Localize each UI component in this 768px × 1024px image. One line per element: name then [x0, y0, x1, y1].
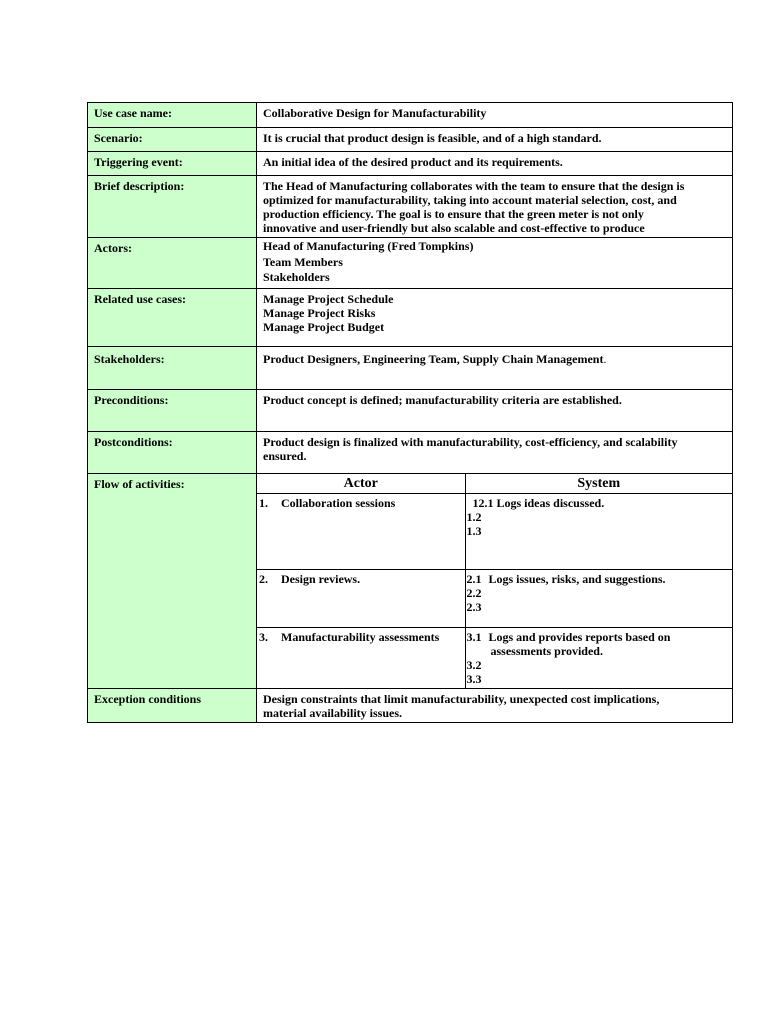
system-step: [467, 672, 731, 686]
system-step-number: 2.3: [466, 599, 482, 614]
actor-step-text: Collaboration sessions: [281, 495, 396, 510]
use-case-table: [87, 102, 733, 723]
flow-header-system: System: [465, 474, 732, 494]
label-flow-of-activities: Flow of activities:: [88, 473, 257, 688]
label-preconditions: Preconditions:: [88, 389, 257, 431]
row-scenario: [88, 128, 733, 152]
flow-table: [257, 474, 732, 688]
system-step-text: Logs issues, risks, and suggestions.: [488, 571, 666, 586]
actor-step-number: 3.: [259, 629, 268, 644]
actor-item: Head of Manufacturing (Fred Tompkins): [263, 239, 474, 253]
row-exception-conditions: [88, 688, 733, 722]
label-actors: Actors:: [88, 238, 257, 289]
value-actors: [257, 238, 733, 289]
flow-step-row: [257, 493, 732, 569]
flow-system-steps: [465, 493, 732, 569]
label-related-use-cases: Related use cases:: [88, 288, 257, 346]
brief-description-line: production efficiency. The goal is to ensure that the green meter is not only: [263, 207, 644, 221]
system-step: [467, 586, 731, 600]
value-brief-description: [257, 176, 733, 238]
actor-step-text: Manufacturability assessments: [281, 629, 440, 644]
row-actors: [88, 238, 733, 289]
row-postconditions: [88, 431, 733, 473]
system-step-number: 2.1: [466, 571, 482, 586]
related-use-case-item: Manage Project Budget: [263, 319, 385, 334]
system-step: [467, 630, 731, 644]
system-step-continuation: assessments provided.: [490, 643, 603, 658]
flow-system-steps: [465, 627, 732, 688]
label-scenario: Scenario:: [88, 128, 257, 152]
actor-item: Stakeholders: [263, 270, 330, 284]
flow-actor-step: [257, 627, 465, 688]
system-step-number: 12.1: [472, 495, 494, 510]
flow-system-steps: [465, 569, 732, 627]
postconditions-line: ensured.: [263, 448, 307, 463]
label-postconditions: Postconditions:: [88, 431, 257, 473]
label-triggering-event: Triggering event:: [88, 152, 257, 176]
system-step-text: Logs ideas discussed.: [496, 495, 605, 510]
postconditions-line: Product design is finalized with manufacturability, cost-efficiency, and scalability: [263, 434, 678, 449]
value-postconditions: [257, 431, 733, 473]
system-step-number: 1.2: [466, 509, 482, 524]
exception-line: material availability issues.: [263, 705, 402, 720]
row-preconditions: [88, 389, 733, 431]
flow-step-row: [257, 627, 732, 688]
actor-step-text: Design reviews.: [281, 571, 361, 586]
row-use-case-name: [88, 103, 733, 128]
flow-actor-step: [257, 493, 465, 569]
value-preconditions: Product concept is defined; manufacturability criteria are established.: [257, 389, 733, 431]
actor-step-number: 1.: [259, 495, 268, 510]
label-exception-conditions: Exception conditions: [88, 688, 257, 722]
actor-step-number: 2.: [259, 571, 268, 586]
stakeholders-text: Product Designers, Engineering Team, Supply Chain Management: [263, 351, 604, 366]
system-step: [467, 496, 731, 510]
system-step: [467, 572, 731, 586]
system-step-number: 3.1: [466, 629, 482, 644]
exception-line: Design constraints that limit manufacturability, unexpected cost implications,: [263, 691, 660, 706]
brief-description-line: innovative and user-friendly but also scalable and cost-effective to produce: [263, 221, 645, 235]
brief-description-line: optimized for manufacturability, taking into account material selection, cost, and: [263, 193, 677, 207]
label-stakeholders: Stakeholders:: [88, 346, 257, 389]
related-use-case-item: Manage Project Risks: [263, 305, 376, 320]
actor-item: Team Members: [263, 254, 343, 269]
value-stakeholders: [257, 346, 733, 389]
stakeholders-period: .: [603, 351, 607, 366]
flow-step-row: [257, 569, 732, 627]
value-exception-conditions: [257, 688, 733, 722]
value-scenario: It is crucial that product design is feasible, and of a high standard.: [257, 128, 733, 152]
label-brief-description: Brief description:: [88, 176, 257, 238]
flow-header-actor: Actor: [257, 474, 465, 494]
system-step: [467, 600, 731, 614]
system-step: [467, 658, 731, 672]
flow-actor-step: [257, 569, 465, 627]
system-step: [467, 524, 731, 538]
row-brief-description: [88, 176, 733, 238]
system-step-number: 2.2: [466, 585, 482, 600]
label-use-case-name: Use case name:: [88, 103, 257, 128]
row-related-use-cases: [88, 288, 733, 346]
flow-table-cell: [257, 473, 733, 688]
system-step: [467, 510, 731, 524]
brief-description-line: The Head of Manufacturing collaborates with the team to ensure that the design is: [263, 179, 685, 193]
system-step-number: 1.3: [466, 523, 482, 538]
system-step-number: 3.2: [466, 657, 482, 672]
flow-header-row: [257, 474, 732, 494]
value-related-use-cases: [257, 288, 733, 346]
value-use-case-name: Collaborative Design for Manufacturability: [257, 103, 733, 128]
system-step-number: 3.3: [466, 671, 482, 686]
value-triggering-event: An initial idea of the desired product and its requirements.: [257, 152, 733, 176]
system-step-text: Logs and provides reports based on: [488, 629, 671, 644]
row-triggering-event: [88, 152, 733, 176]
related-use-case-item: Manage Project Schedule: [263, 291, 394, 306]
row-stakeholders: [88, 346, 733, 389]
row-flow-of-activities: [88, 473, 733, 688]
